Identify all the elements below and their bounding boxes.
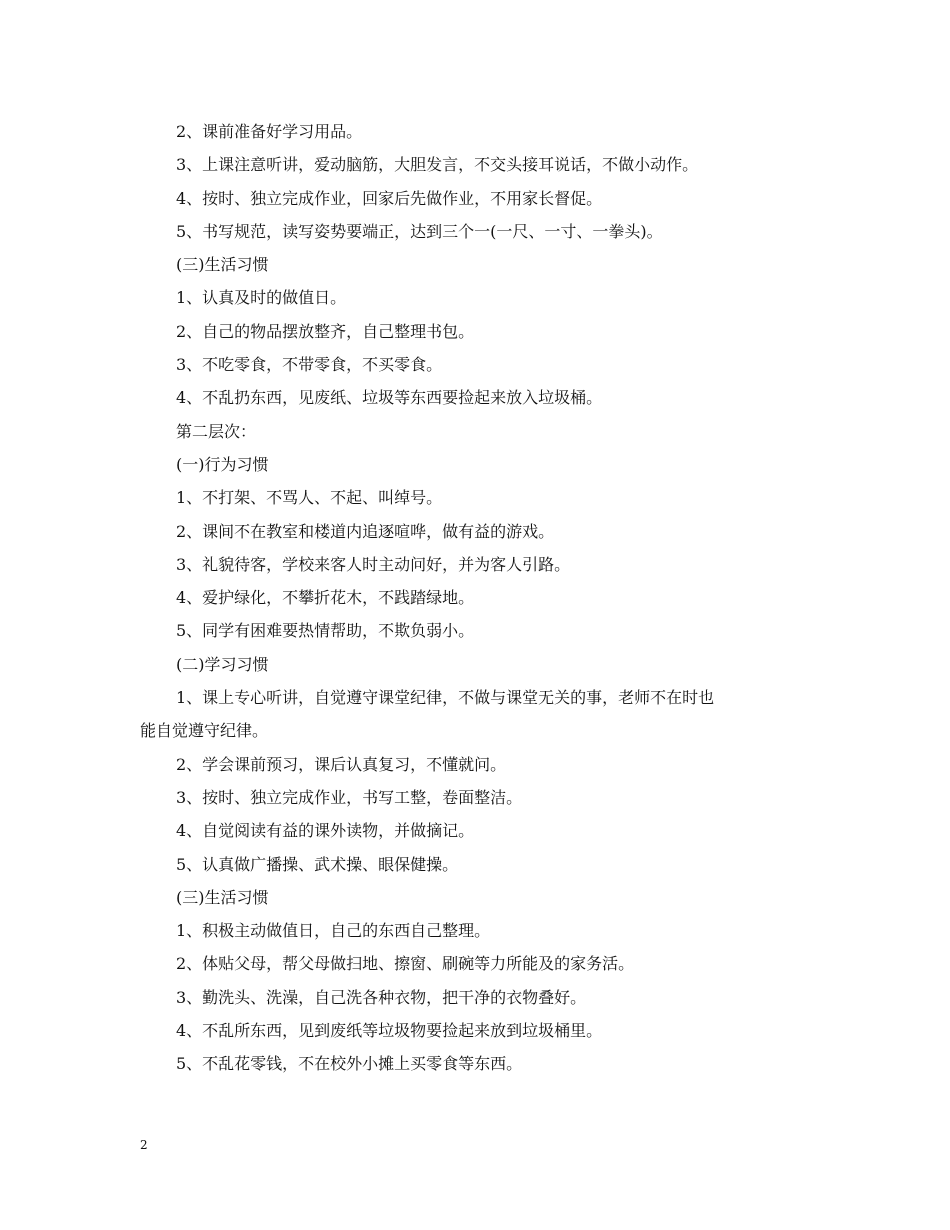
section-heading: (三)生活习惯 <box>176 255 269 275</box>
list-item: 2、课间不在教室和楼道内追逐喧哗，做有益的游戏。 <box>176 521 555 541</box>
list-item: 3、按时、独立完成作业，书写工整，卷面整洁。 <box>176 787 523 807</box>
list-item: 2、课前准备好学习用品。 <box>176 122 363 141</box>
list-item-continuation: 能自觉遵守纪律。 <box>140 721 269 741</box>
page-number: 2 <box>140 1138 148 1152</box>
list-item: 1、不打架、不骂人、不起、叫绰号。 <box>176 488 443 508</box>
list-item: 4、爱护绿化，不攀折花木，不践踏绿地。 <box>176 588 475 608</box>
list-item: 4、不乱扔东西，见废纸、垃圾等东西要捡起来放入垃圾桶。 <box>176 388 603 408</box>
level-heading: 第二层次： <box>176 421 257 441</box>
list-item: 1、课上专心听讲，自觉遵守课堂纪律，不做与课堂无关的事，老师不在时也 <box>176 688 715 708</box>
list-item: 5、同学有困难要热情帮助，不欺负弱小。 <box>176 621 475 641</box>
list-item: 2、自己的物品摆放整齐，自己整理书包。 <box>176 321 475 341</box>
section-heading: (二)学习习惯 <box>176 654 269 674</box>
list-item: 3、礼貌待客，学校来客人时主动问好，并为客人引路。 <box>176 554 571 574</box>
list-item: 3、不吃零食，不带零食，不买零食。 <box>176 355 443 375</box>
list-item: 5、书写规范，读写姿势要端正，达到三个一(一尺、一寸、一拳头)。 <box>176 221 663 241</box>
list-item: 2、学会课前预习，课后认真复习，不懂就问。 <box>176 754 507 774</box>
list-item: 1、认真及时的做值日。 <box>176 288 347 308</box>
list-item: 4、不乱所东西，见到废纸等垃圾物要捡起来放到垃圾桶里。 <box>176 1021 603 1041</box>
document-body <box>140 115 820 1081</box>
section-heading: (一)行为习惯 <box>176 454 269 474</box>
list-item: 4、按时、独立完成作业，回家后先做作业，不用家长督促。 <box>176 188 603 208</box>
list-item: 3、勤洗头、洗澡，自己洗各种衣物，把干净的衣物叠好。 <box>176 987 587 1007</box>
section-heading: (三)生活习惯 <box>176 887 269 907</box>
list-item: 4、自觉阅读有益的课外读物，并做摘记。 <box>176 821 475 841</box>
list-item: 5、认真做广播操、武术操、眼保健操。 <box>176 854 459 874</box>
list-item: 1、积极主动做值日，自己的东西自己整理。 <box>176 921 491 941</box>
list-item: 3、上课注意听讲，爱动脑筋，大胆发言，不交头接耳说话，不做小动作。 <box>176 155 699 175</box>
list-item: 2、体贴父母，帮父母做扫地、擦窗、刷碗等力所能及的家务活。 <box>176 954 635 974</box>
list-item: 5、不乱花零钱，不在校外小摊上买零食等东西。 <box>176 1054 523 1074</box>
